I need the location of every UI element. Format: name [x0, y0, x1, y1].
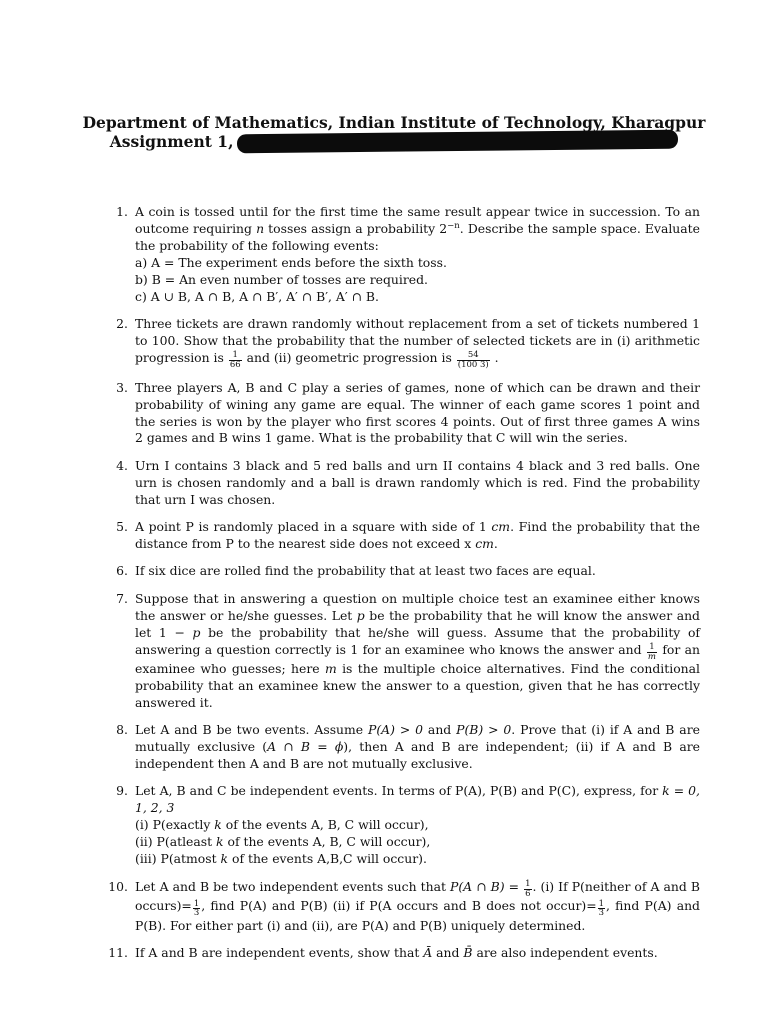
problem-text: Three players A, B and C play a series of games, none of which can be drawn and their probability of wining any game are equal. The winner of each game scores 1 point and the series is won by the player who first scores 4 points. Out of first three games A wins 2 games and B wins 1 game. What is the probability that C will win the series. [135, 379, 700, 446]
problem-number: 10. [108, 878, 128, 894]
problem-5 [104, 519, 700, 553]
fraction: $\frac{1}{3}$ [193, 898, 200, 918]
problem-2 [104, 316, 700, 369]
problem-text: Urn I contains 3 black and 5 red balls and urn II contains 4 black and 3 red balls. One urn is chosen randomly and a ball is drawn randomly which is red. Find the probability that urn I was chosen. [135, 457, 700, 507]
problem-number: 2. [116, 315, 128, 331]
fraction: $\frac{1}{3}$ [598, 898, 605, 918]
problem-8 [104, 722, 700, 773]
subpart-c: c) A ∪ B, A ∩ B, A ∩ B′, A′ ∩ B′, A′ ∩ B. [135, 288, 379, 304]
subpart-b: b) B = An even number of tosses are required. [135, 271, 428, 287]
subpart-i: (i) P(exactly k of the events A, B, C will occur), [135, 817, 429, 833]
problem-1 [104, 204, 700, 305]
problem-list [104, 204, 700, 972]
problem-number: 3. [116, 379, 128, 395]
fraction: $\frac{1}{66}$ [229, 350, 241, 370]
problem-text: Suppose that in answering a question on multiple choice test an examinee either knows the answer or he/she guesses. Let p be the probability that he will know the answer and let 1 − p be the probability that he/she will guess. Assume that the probability of answering a question correctly is 1 for an examinee who knows the answer and $\frac{1}{m}$ for an examinee who guesses; here m is the multiple choice alternatives. Find the conditional probability that an examinee knew the answer to a question, given that he has correctly answered it. [135, 590, 700, 710]
problem-11 [104, 945, 700, 962]
department-title: Department of Mathematics, Indian Institute of Technology, Kharagpur [82, 113, 706, 132]
problem-9 [104, 783, 700, 868]
subpart-ii: (ii) P(atleast k of the events A, B, C will occur), [135, 834, 431, 850]
problem-6 [104, 563, 700, 580]
problem-number: 5. [116, 519, 128, 535]
document-header [0, 113, 768, 151]
problem-number: 11. [108, 944, 128, 960]
fraction: $\frac{1}{6}$ [525, 879, 531, 899]
assignment-label: Assignment 1, [109, 132, 234, 151]
problem-number: 9. [116, 783, 128, 799]
problem-text: A point P is randomly placed in a square with side of 1 cm. Find the probability that the distance from P to the nearest side does not exceed x cm. [135, 519, 700, 551]
problem-text: Let A, B and C be independent events. In terms of P(A), P(B) and P(C), express, for k = 0, 1, 2, 3 (i) P(exactly k of the events A, B, C will occur), (ii) P(atleast k of the events A, B, C will occur), (iii) P(atmost k of the events A,B,C will occur). [135, 783, 700, 867]
problem-3 [104, 380, 700, 448]
problem-number: 7. [116, 590, 128, 606]
problem-4 [104, 458, 700, 509]
problem-number: 1. [116, 204, 128, 219]
problem-text: Let A and B be two independent events such that P(A ∩ B) = $\frac{1}{6}$ . (i) If P(neither of A and B occurs)= $\frac{1}{3}$ , find P(A) and P(B) (ii) if P(A occurs and B does not occur)= $\frac{1}{3}$ , find P(A) and P(B). For either part (i) and (ii), are P(A) and P(B) uniquely determined. [135, 878, 701, 933]
problem-number: 4. [116, 457, 128, 473]
problem-7 [104, 591, 700, 712]
problem-text: If six dice are rolled find the probability that at least two faces are equal. [135, 563, 596, 579]
redacted-course-name [237, 130, 678, 154]
subpart-iii: (iii) P(atmost k of the events A,B,C will occur). [135, 851, 427, 867]
subpart-a: a) A = The experiment ends before the sixth toss. [135, 254, 447, 270]
problem-text: Three tickets are drawn randomly without replacement from a set of tickets numbered 1 to 100. Show that the probability that the number of selected tickets are in (i) arithmetic progression is $\frac{1}{66}$ and (ii) geometric progression is $\frac{54}{(100 3)}$ . [135, 315, 700, 370]
fraction: $\frac{1}{m}$ [647, 642, 656, 662]
assignment-title [110, 132, 679, 151]
problem-number: 8. [116, 722, 128, 738]
problem-number: 6. [116, 563, 128, 579]
problem-10 [104, 879, 700, 935]
problem-text: If A and B are independent events, show that Ā and B̄ are also independent events. [135, 944, 658, 960]
problem-text: A coin is tossed until for the first time the same result appear twice in succession. To an outcome requiring n tosses assign a probability $2^{-n}$. Describe the sample space. Evaluate the probability of the following events: a) A = The experiment ends before the sixth toss. b) B = An even number of tosses are required. c) A ∪ B, A ∩ B, A ∩ B′, A′ ∩ B′, A′ ∩ B. [135, 204, 700, 304]
problem-text: Let A and B be two events. Assume P(A) > 0 and P(B) > 0. Prove that (i) if A and B are mutually exclusive (A ∩ B = ϕ), then A and B are independent; (ii) if A and B are independent then A and B are not mutually exclusive. [135, 722, 700, 772]
fraction: $\frac{54}{(100 3)}$ [457, 350, 489, 370]
